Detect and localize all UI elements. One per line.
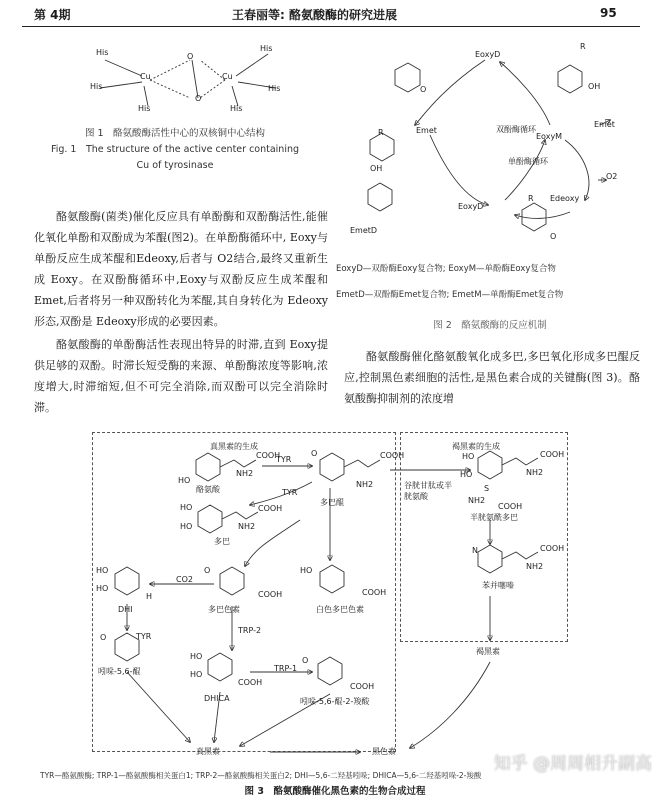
dopachrome-ring <box>220 567 244 595</box>
his-label: His <box>260 44 273 53</box>
ho-label: HO <box>190 670 203 679</box>
dopaquinone-label: 多巴醌 <box>320 498 344 507</box>
cooh-label: COOH <box>238 678 263 687</box>
page-number: 95 <box>600 6 617 20</box>
dhica-ring <box>208 653 232 681</box>
trp1-label: TRP-1 <box>274 664 298 673</box>
emet-label: Emet <box>594 120 615 129</box>
his-label: His <box>268 84 281 93</box>
r-label: R <box>580 42 586 51</box>
issue-number: 第 4期 <box>34 8 71 22</box>
ho-label: HO <box>300 566 313 575</box>
benzothiazine-ring <box>478 545 502 573</box>
s-label: S <box>484 484 490 493</box>
cysteinyldopa-label: 半胱氨酰多巴 <box>470 513 518 522</box>
eoxyd-label: EoxyD <box>475 50 501 59</box>
r-label: R <box>528 194 534 203</box>
cooh-label: COOH <box>258 590 283 599</box>
oh-label: OH <box>588 82 601 91</box>
emetd-label: EmetD <box>350 226 378 235</box>
dopachrome-label: 多巴色素 <box>208 605 240 614</box>
ho-label: HO <box>460 470 473 479</box>
nh-label: H <box>146 592 153 601</box>
fig2-legend-2: EmetD—双酚酶Emet复合物; EmetM—单酚酶Emet复合物 <box>336 290 564 300</box>
leucodopachrome-ring <box>320 565 344 593</box>
oh-label: OH <box>370 164 383 173</box>
his-label: His <box>138 104 151 113</box>
dopaquinone-ring <box>320 453 344 481</box>
o-label: O <box>420 85 427 94</box>
cooh-label: COOH <box>362 588 387 597</box>
cu-label: Cu <box>140 72 151 81</box>
fig2-caption: 图 2 酪氨酸酶的反应机制 <box>433 320 547 331</box>
cooh-label: COOH <box>540 544 565 553</box>
paragraph-3: 酪氨酸酶催化酪氨酸氧化成多巴,多巴氧化形成多巴醌反应,控制黑色素细胞的活性,是黑色素合成的关键酶(图 3)。酪氨酸酶抑制剂的浓度增 <box>344 350 640 405</box>
edeoxy-label: Edeoxy <box>550 194 580 203</box>
o-label: O <box>302 656 309 665</box>
o-label: O <box>100 633 107 642</box>
tyr-enzyme-label: TYR <box>276 455 292 464</box>
fig1-caption-en-2: Cu of tyrosinase <box>136 160 214 171</box>
o-label: O <box>311 449 318 458</box>
ho-label: HO <box>180 503 193 512</box>
cooh-label: COOH <box>256 451 281 460</box>
o-label: O <box>187 52 194 61</box>
dhi-label: DHI <box>118 605 133 614</box>
nh2-label: NH2 <box>356 480 374 489</box>
indole-quinone-acid-label: 吲哚-5,6-醌-2-羧酸 <box>300 697 370 706</box>
fig1-caption-cn: 图 1 酪氨酸酶活性中心的双核铜中心结构 <box>84 128 266 139</box>
n-label: N <box>472 546 478 555</box>
dhica-label: DHICA <box>204 694 230 703</box>
nh2-label: NH2 <box>468 496 486 505</box>
cooh-label: COOH <box>350 682 375 691</box>
o-label: O <box>204 566 211 575</box>
dopa-label: 多巴 <box>214 537 230 546</box>
ho-label: HO <box>96 566 109 575</box>
ho-label: HO <box>190 652 203 661</box>
fig3-legend: TYR—酪氨酸酶; TRP-1—酪氨酸酶相关蛋白1; TRP-2—酪氨酸酶相关蛋白2; DHI—5,6-二羟基吲哚; DHICA—5,6-二羟基吲哚-2-羧酸 <box>40 771 482 780</box>
tyr-enzyme-label-2: TYR <box>282 488 298 497</box>
o-label: O <box>550 232 557 241</box>
melanin-label: 黑色素 <box>372 747 396 756</box>
eumelanin-box-title: 真黑素的生成 <box>210 442 258 451</box>
dhi-ring <box>115 567 139 595</box>
tyr-enzyme-label-3: TYR <box>136 632 152 641</box>
emetm-center: Emet <box>416 126 437 135</box>
dopa-ring <box>198 505 222 533</box>
cu-label: Cu <box>222 72 233 81</box>
nh2-label: NH2 <box>526 468 544 477</box>
cycle-mono-label: 单酚酶循环 <box>508 157 548 166</box>
cooh-label: COOH <box>258 504 283 513</box>
ho-label: HO <box>178 476 191 485</box>
pheomelanin-box-title: 褐黑素的生成 <box>452 442 500 451</box>
thiol-label: 谷胱甘肽或半胱氨酸 <box>404 481 452 501</box>
fig2-legend-1: EoxyD—双酚酶Eoxy复合物; EoxyM—单酚酶Eoxy复合物 <box>336 264 556 274</box>
paragraph-2: 酪氨酸酶的单酚酶活性表现出特异的时滞,直到 Eoxy提供足够的双酚。时滞长短受酶的来源、单酚酶浓度等影响,浓度增大,时滞缩短,但不可完全消除,而双酚可以完全消除时滞。 <box>34 338 328 414</box>
ho-label: HO <box>96 584 109 593</box>
watermark: 知乎 @周周相升副高 <box>493 754 652 774</box>
o-label: O <box>195 94 202 103</box>
tyrosine-ring <box>196 453 220 481</box>
nh2-label: NH2 <box>526 562 544 571</box>
cooh-label: COOH <box>380 451 405 460</box>
leucodopachrome-label: 白色多巴色素 <box>316 605 364 614</box>
eumelanin-label: 真黑素 <box>196 747 220 756</box>
his-label: His <box>230 104 243 113</box>
o2-label: O2 <box>606 172 618 181</box>
cooh-label: COOH <box>540 450 565 459</box>
co2-label: CO2 <box>176 575 193 584</box>
his-label: His <box>96 48 109 57</box>
ho-label: HO <box>462 452 475 461</box>
cysteinyldopa-ring <box>478 451 502 479</box>
r-label: R <box>378 128 384 137</box>
ho-label: HO <box>180 522 193 531</box>
fig3-caption: 图 3 酪氨酸酶催化黑色素的生物合成过程 <box>244 786 426 797</box>
his-label: His <box>90 82 103 91</box>
eoxym-label: EoxyM <box>536 132 563 141</box>
indole-quinone-label: 吲哚-5,6-醌 <box>98 667 141 676</box>
indolequinone-acid-ring <box>318 657 342 685</box>
nh2-label: NH2 <box>238 522 256 531</box>
nh2-label: NH2 <box>236 469 254 478</box>
benzothiazine-label: 苯并噻嗪 <box>482 581 514 590</box>
running-title: 王春丽等: 酪氨酸酶的研究进展 <box>232 8 397 22</box>
eoxyd-label-2: EoxyD <box>458 202 484 211</box>
pheomelanin-label: 褐黑素 <box>476 647 500 656</box>
fig1-caption-en: Fig. 1 The structure of the active center containing <box>50 144 300 155</box>
trp2-label: TRP-2 <box>238 626 262 635</box>
paragraph-1: 酪氨酸酶(菌类)催化反应具有单酚酶和双酚酶活性,能催化氧化单酚和双酚成为苯醌(图2)。在单酚酶循环中, Eoxy与单酚反应生成苯醌和Edeoxy,后者与 O2结合,最终又重新生成 Eoxy。在双酚酶循环中,Eoxy与双酚反应生成苯醌和 Emet,后者将另一种双酚转化为苯醌,其自身转化为 Edeoxy形态,双酚是 Edeoxy形成的必要因素。 <box>34 210 328 328</box>
cycle-di-label: 双酚酶循环 <box>496 125 536 134</box>
cooh-label: COOH <box>498 502 523 511</box>
tyrosine-label: 酪氨酸 <box>196 485 220 494</box>
